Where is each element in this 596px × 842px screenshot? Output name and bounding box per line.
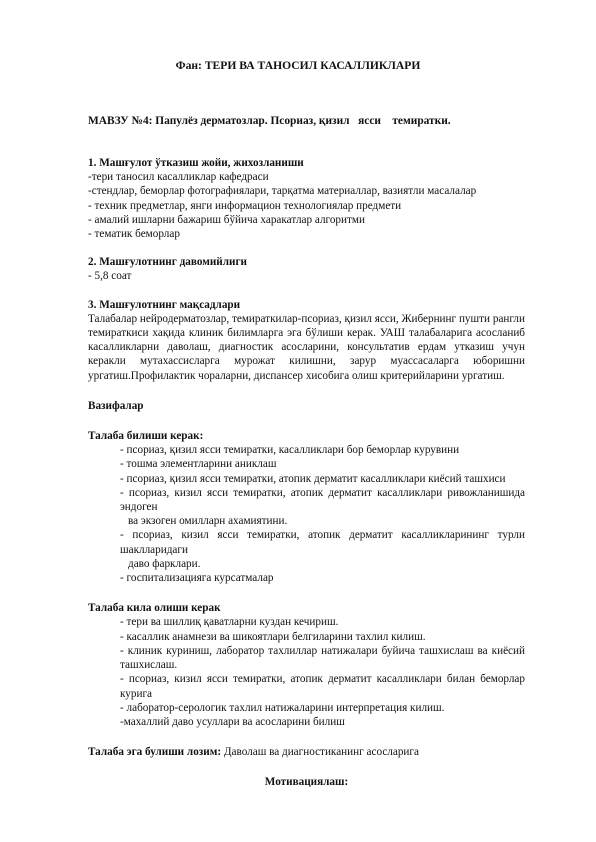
section1-item: - тематик беморлар <box>88 228 180 241</box>
able-item: - тери ва шиллиқ қаватларни куздан кечириш. <box>120 616 339 629</box>
topic-heading: МАВЗУ №4: Папулёз дерматозлар. Псориаз, қизил ясси темиратки. <box>88 115 451 127</box>
know-item: - госпитализацияга курсатмалар <box>120 572 274 585</box>
section1-heading: 1. Машғулот ўтказиш жойи, жихозланиши <box>88 157 304 169</box>
must-text: Даволаш ва диагностиканинг асосларига <box>221 746 419 759</box>
motivation-heading: Мотивациялаш: <box>264 776 349 789</box>
know-item: - псориаз, кизил ясси темиратки, атопик дерматит касалликларининг турли шаклларидаги <box>120 529 525 556</box>
know-item: - псориаз, кизил ясси темиратки, атопик дерматит касалликлари ривожланишида эндоген <box>120 486 525 514</box>
know-item: - тошма элементларини аниклаш <box>120 458 277 471</box>
know-item: - псориаз, қизил ясси темиратки, атопик дерматит касалликлари киёсий ташхиси <box>120 472 506 485</box>
subject-title: Фан: ТЕРИ ВА ТАНОСИЛ КАСАЛЛИКЛАРИ <box>175 59 421 72</box>
section1-item: -тери таносил касалликлар кафедраси <box>88 171 269 184</box>
section1-item: - амалий ишларни бажариш бўйича харакатлар алгоритми <box>88 213 365 226</box>
document-body <box>88 156 525 790</box>
know-item: ва экзоген омилларн ахамиятини. <box>128 515 288 528</box>
know-item: - псориаз, қизил ясси темиратки, касалликлари бор беморлар курувини <box>120 444 460 457</box>
section1-item: -стендлар, беморлар фотографиялари, тарқатма материаллар, вазиятли масалалар <box>88 185 477 198</box>
section2-heading: 2. Машғулотнинг давомийлиги <box>88 256 247 269</box>
able-item: -махаллий даво усуллари ва асосларини билиш <box>120 715 345 728</box>
section3-heading: 3. Машғулотнинг мақсадлари <box>88 298 241 311</box>
tasks-heading: Вазифалар <box>88 399 144 412</box>
able-heading: Талаба кила олиши керак <box>88 602 221 615</box>
section1-item: - техник предметлар, янги информацион технологиялар предмети <box>88 199 402 212</box>
section3-text: Талабалар нейродерматозлар, темираткилар-псориаз, қизил ясси, Жибернинг пушти рангли темираткиси хақида клиник билимларга эга бўлиши керак. УАШ талабаларига асосланиб касалликларни даволаш, диагностик асосларини, консультатив ердам утказиш учун керакли мутахассисларга мурожат килишни, зарур муассасаларга юборишни ургатиш.Профилактик чораларни, диспансер хисобига олиш критерийларини ургатиш. <box>88 312 525 382</box>
section2-duration: - 5,8 соат <box>88 270 132 283</box>
must-line <box>88 745 525 759</box>
able-item: - клиник куриниш, лаборатор тахлиллар натижалари буйича ташхислаш ва киёсий ташхислаш. <box>120 644 525 672</box>
able-item: - лаборатор-серологик тахлил натижаларини интерпретация килиш. <box>120 701 445 714</box>
able-item: - псориаз, кизил ясси темиратки, атопик дерматит касалликлари билан беморлар курига <box>120 673 525 700</box>
know-item: даво фарклари. <box>128 557 201 570</box>
know-heading: Талаба билиши керак: <box>88 430 204 443</box>
able-item: - касаллик анамнези ва шикоятлари белгиларини тахлил килиш. <box>120 630 426 643</box>
must-heading: Талаба эга булиши лозим: <box>88 746 222 759</box>
